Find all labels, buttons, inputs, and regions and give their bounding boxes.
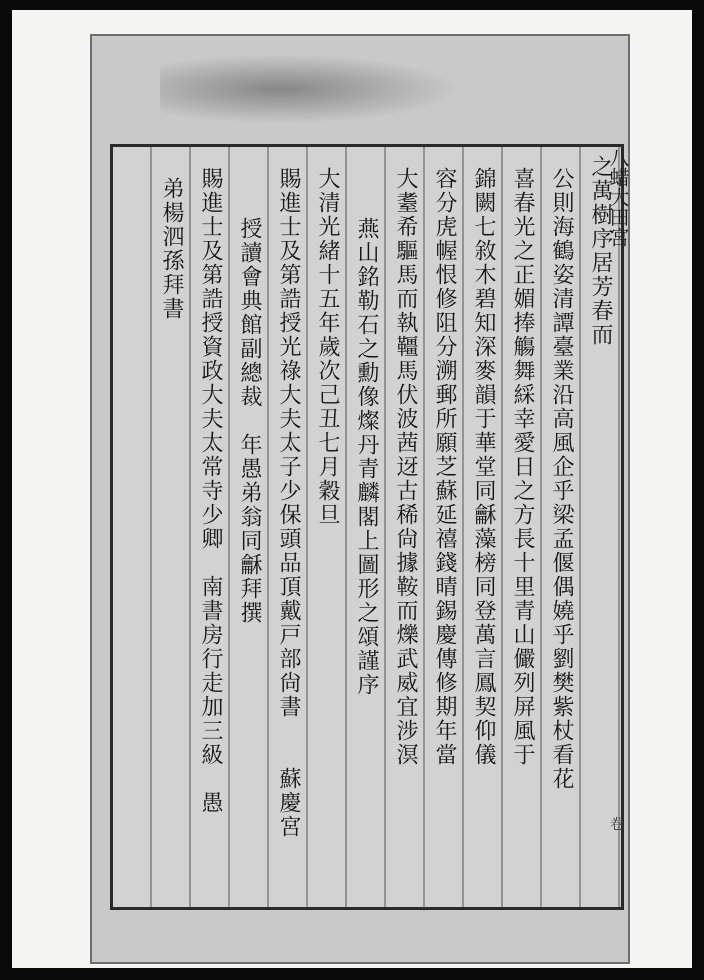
ink-smudge [160, 54, 460, 124]
text-column: 公則海鶴姿清譚臺業沿高風企乎梁孟偃偶嬈乎劉樊紫杖看花 [549, 167, 574, 791]
text-column: 大耋希驅馬而執韁馬伏波茜迓古稀尙據鞍而爍武威宜涉溟 [393, 167, 418, 767]
text-column: 賜進士及第誥授資政大夫太常寺少卿 南書房行走加三級 愚 [198, 167, 223, 815]
text-column: 賜進士及第誥授光祿大夫太子少保頭品頂戴戸部尙書 蘇慶宮 [276, 167, 301, 839]
page-marker: 卷 [610, 817, 624, 833]
document-page [90, 34, 630, 964]
text-column: 之萬樹序居芳春而 [588, 155, 613, 347]
text-column: 大清光緒十五年歲次己丑七月穀旦 [315, 167, 340, 527]
text-column: 錦闕七敘木碧知深麥韻于華堂同龢藻榜同登萬言鳳契仰儀 [471, 167, 496, 767]
text-column: 授讀會典館副總裁 年愚弟翁同龢拜撰 [237, 217, 262, 625]
text-column: 喜春光之正媚捧觴舞綵幸愛日之方長十里青山儼列屏風于 [510, 167, 535, 767]
text-frame [110, 144, 630, 910]
text-column: 容分虎幄恨修阻分溯郵所願芝蘇延禧錢晴錫慶傳修期年當 [432, 167, 457, 767]
text-column: 弟楊泗孫拜書 [159, 177, 184, 321]
photo-sheet [12, 10, 692, 968]
vertical-title: 八蜡大田宮 [606, 147, 630, 247]
text-column: 燕山銘勒石之勳像燦丹青麟閣上圖形之頌謹序 [354, 217, 379, 697]
